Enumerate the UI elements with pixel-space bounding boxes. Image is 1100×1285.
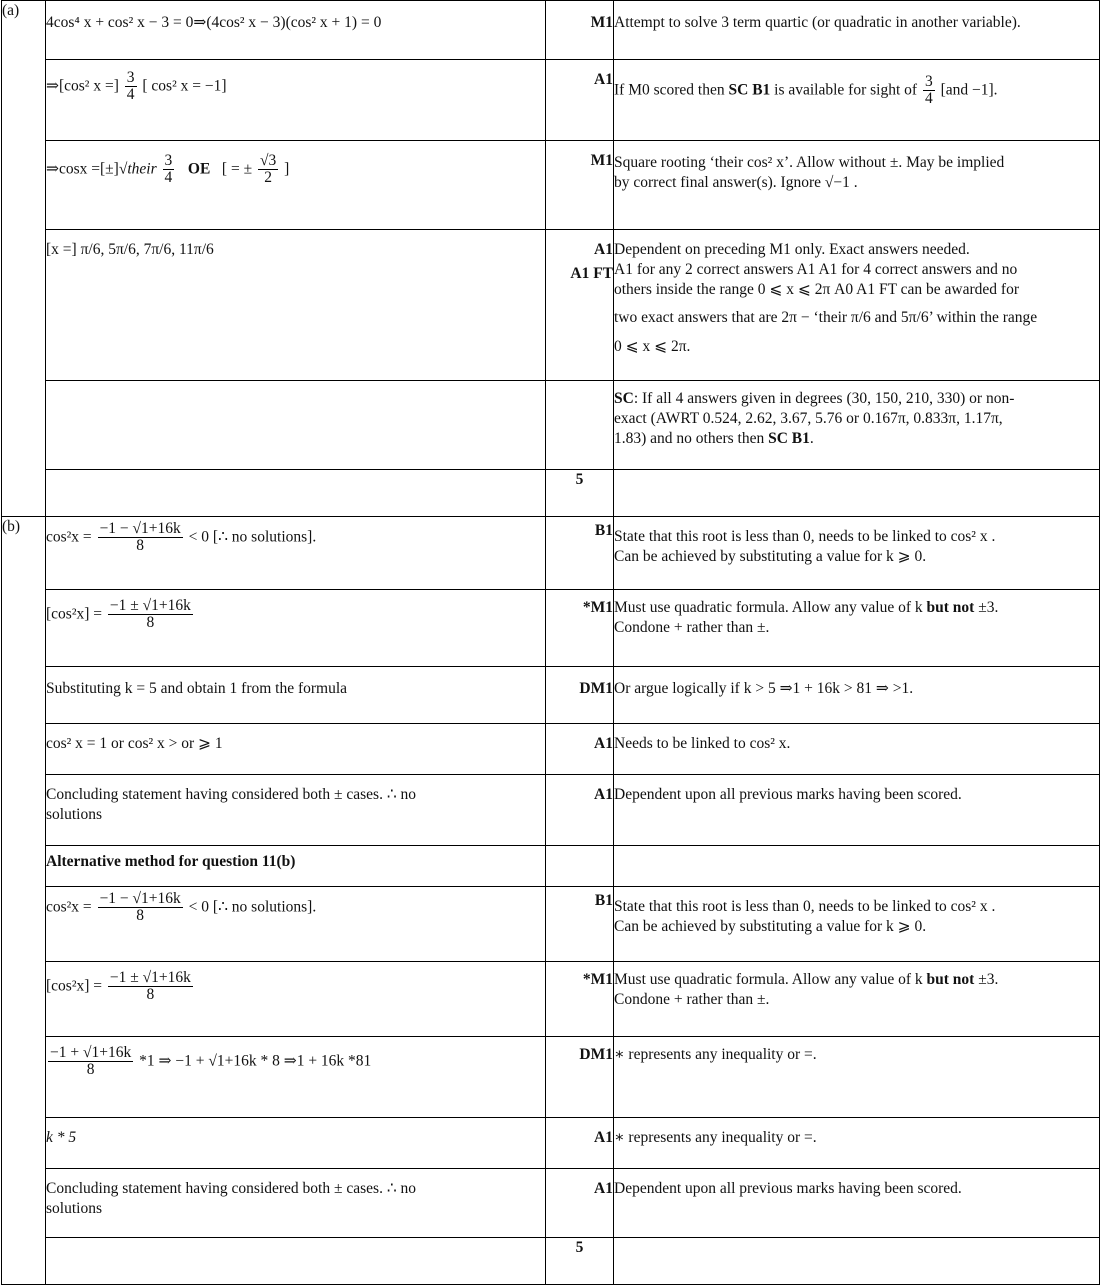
guidance-cell: Dependent upon all previous marks having been scored. xyxy=(614,1169,1100,1238)
mark-cell xyxy=(546,381,614,470)
guidance-cell xyxy=(614,1238,1100,1285)
table-row xyxy=(2,1238,1100,1285)
mark-cell: A1 A1 FT xyxy=(546,230,614,381)
fraction: $\frac{3}{4}$ xyxy=(126,69,135,104)
guidance-cell: If M0 scored then SC B1 is available for sight of $\frac{3}{4}$ [and −1]. xyxy=(614,60,1100,141)
table-row xyxy=(2,887,1100,962)
mark-cell: A1 xyxy=(546,775,614,846)
answer-text: [ cos² x = −1] xyxy=(142,77,227,95)
answer-cell: k * 5 xyxy=(46,1118,546,1169)
mark-cell: A1 xyxy=(546,1169,614,1238)
mark-scheme-table xyxy=(1,0,1100,1285)
answer-cell: [cos²x] = $\frac{-1 \pm √1+16k}{8}$ xyxy=(46,962,546,1037)
answer-cell: Concluding statement having considered both ± cases. ∴ no solutions xyxy=(46,775,546,846)
table-row xyxy=(2,590,1100,667)
answer-cell: cos²x = $\frac{-1 - √1+16k}{8}$ < 0 [∴ no solutions]. xyxy=(46,517,546,590)
mark-cell xyxy=(546,846,614,887)
answer-cell xyxy=(46,470,546,517)
answer-text: 4cos⁴ x + cos² x − 3 = 0⇒(4cos² x − 3)(cos² x + 1) = 0 xyxy=(46,14,382,31)
guidance-cell: SC: If all 4 answers given in degrees (30, 150, 210, 330) or non- exact (AWRT 0.524, 2.62, 3.67, 5.76 or 0.167π, 0.833π, 1.17π, 1.83) and no others then SC B1. xyxy=(614,381,1100,470)
mark-cell: *M1 xyxy=(546,962,614,1037)
guidance-cell: Dependent on preceding M1 only. Exact answers needed. A1 for any 2 correct answers A1 A1 for 4 correct answers and no others inside the range 0 ⩽ x ⩽ 2π A0 A1 FT can be awarded for two exact answers that are 2π − ‘their π/6 and 5π/6’ within the range 0 ⩽ x ⩽ 2π. xyxy=(614,230,1100,381)
answer-cell xyxy=(46,60,546,141)
table-row xyxy=(2,724,1100,775)
answer-cell: cos²x = $\frac{-1 - √1+16k}{8}$ < 0 [∴ no solutions]. xyxy=(46,887,546,962)
answer-cell xyxy=(46,381,546,470)
mark-cell: A1 xyxy=(546,724,614,775)
table-row xyxy=(2,381,1100,470)
mark-cell: B1 xyxy=(546,887,614,962)
answer-cell xyxy=(46,1,546,60)
guidance-cell: ∗ represents any inequality or =. xyxy=(614,1118,1100,1169)
guidance-cell: State that this root is less than 0, needs to be linked to cos² x . Can be achieved by substituting a value for k ⩾ 0. xyxy=(614,517,1100,590)
table-row xyxy=(2,60,1100,141)
mark-cell: *M1 xyxy=(546,590,614,667)
answer-text: ⇒[cos² x =] xyxy=(46,77,119,95)
guidance-cell: Needs to be linked to cos² x. xyxy=(614,724,1100,775)
table-row xyxy=(2,141,1100,230)
mark-cell: M1 xyxy=(546,1,614,60)
alternative-method-heading: Alternative method for question 11(b) xyxy=(46,846,546,887)
mark-cell: B1 xyxy=(546,517,614,590)
mark-cell: A1 xyxy=(546,60,614,141)
table-row xyxy=(2,1,1100,60)
table-row xyxy=(2,470,1100,517)
table-row xyxy=(2,775,1100,846)
table-row xyxy=(2,1037,1100,1118)
table-row xyxy=(2,230,1100,381)
guidance-cell xyxy=(614,846,1100,887)
guidance-cell xyxy=(614,470,1100,517)
table-row xyxy=(2,1169,1100,1238)
table-row xyxy=(2,962,1100,1037)
part-label-a: (a) xyxy=(2,1,46,517)
table-row xyxy=(2,1118,1100,1169)
answer-cell: cos² x = 1 or cos² x > or ⩾ 1 xyxy=(46,724,546,775)
answer-cell: ⇒cosx =[±]√their $\frac{3}{4}$ OE [ = ± $\frac{√3}{2}$ ] xyxy=(46,141,546,230)
answer-cell: $\frac{-1 + √1+16k}{8}$ *1 ⇒ −1 + √1+16k * 8 ⇒1 + 16k *81 xyxy=(46,1037,546,1118)
table-row xyxy=(2,517,1100,590)
guidance-cell: Must use quadratic formula. Allow any value of k but not ±3. Condone + rather than ±. xyxy=(614,590,1100,667)
answer-cell xyxy=(46,1238,546,1285)
answer-cell: Substituting k = 5 and obtain 1 from the formula xyxy=(46,667,546,724)
guidance-cell: Or argue logically if k > 5 ⇒1 + 16k > 81 ⇒ >1. xyxy=(614,667,1100,724)
guidance-cell: ∗ represents any inequality or =. xyxy=(614,1037,1100,1118)
guidance-cell: State that this root is less than 0, needs to be linked to cos² x . Can be achieved by substituting a value for k ⩾ 0. xyxy=(614,887,1100,962)
guidance-cell: Attempt to solve 3 term quartic (or quadratic in another variable). xyxy=(614,1,1100,60)
table-row xyxy=(2,667,1100,724)
mark-cell: DM1 xyxy=(546,1037,614,1118)
mark-cell: A1 xyxy=(546,1118,614,1169)
answer-values: π/6, 5π/6, 7π/6, 11π/6 xyxy=(80,241,214,258)
part-label-b: (b) xyxy=(2,517,46,1285)
total-marks: 5 xyxy=(546,470,614,517)
answer-cell: Concluding statement having considered both ± cases. ∴ no solutions xyxy=(46,1169,546,1238)
guidance-cell: Must use quadratic formula. Allow any value of k but not ±3. Condone + rather than ±. xyxy=(614,962,1100,1037)
table-row xyxy=(2,846,1100,887)
answer-cell: [cos²x] = $\frac{-1 \pm √1+16k}{8}$ xyxy=(46,590,546,667)
mark-cell: DM1 xyxy=(546,667,614,724)
guidance-cell: Dependent upon all previous marks having been scored. xyxy=(614,775,1100,846)
mark-cell: M1 xyxy=(546,141,614,230)
answer-cell: [x =] π/6, 5π/6, 7π/6, 11π/6 xyxy=(46,230,546,381)
guidance-cell: Square rooting ‘their cos² x’. Allow without ±. May be implied by correct final answer(s). Ignore √−1 . xyxy=(614,141,1100,230)
total-marks: 5 xyxy=(546,1238,614,1285)
